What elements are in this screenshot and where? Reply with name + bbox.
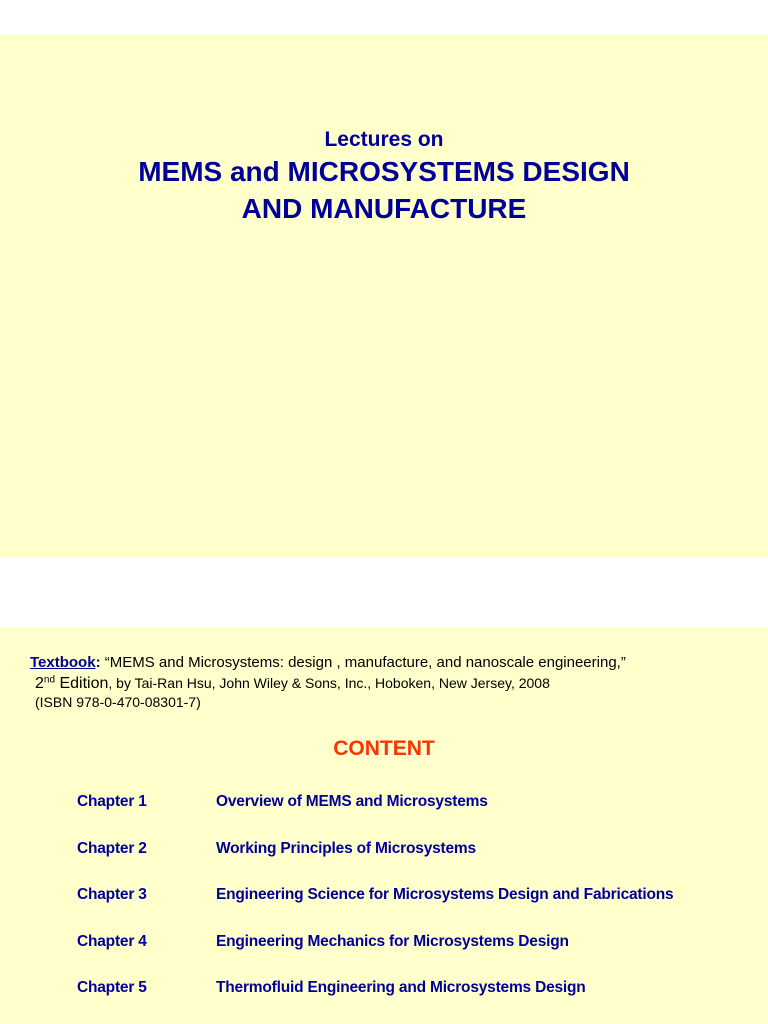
chapter-title: Working Principles of Microsystems (216, 839, 476, 857)
main-title-line-2: AND MANUFACTURE (241, 193, 527, 224)
textbook-isbn: (ISBN 978-0-470-08301-7) (35, 694, 201, 710)
chapter-row (77, 837, 747, 884)
textbook-label: Textbook (30, 654, 96, 671)
chapter-label: Chapter 3 (77, 886, 147, 903)
chapter-title: Engineering Science for Microsystems Design and Fabrications (216, 886, 674, 903)
chapter-label: Chapter 1 (77, 793, 147, 810)
title-slide (0, 35, 768, 557)
chapter-row (77, 790, 747, 837)
edition-number: 2 (35, 675, 44, 692)
content-slide (0, 628, 768, 1024)
lectures-subtitle: Lectures on (324, 128, 444, 151)
chapter-row (77, 883, 747, 930)
chapter-title: Overview of MEMS and Microsystems (216, 793, 488, 810)
chapter-label: Chapter 2 (77, 839, 147, 857)
main-title-line-1: MEMS and MICROSYSTEMS DESIGN (138, 156, 630, 187)
textbook-reference (30, 653, 760, 711)
chapter-label: Chapter 5 (77, 979, 147, 996)
chapter-label: Chapter 4 (77, 932, 147, 950)
title-block (0, 127, 768, 227)
textbook-label-colon: : (95, 654, 101, 671)
chapter-list (77, 790, 747, 1023)
content-heading: CONTENT (333, 737, 435, 760)
chapter-row (77, 976, 747, 1023)
textbook-publisher: , by Tai-Ran Hsu, John Wiley & Sons, Inc., Hoboken, New Jersey, 2008 (108, 675, 550, 691)
chapter-title: Engineering Mechanics for Microsystems Design (216, 932, 569, 950)
textbook-edition-line (30, 673, 760, 694)
edition-word: Edition (55, 675, 109, 692)
textbook-quote: “MEMS and Microsystems: design , manufacture, and nanoscale engineering,” (100, 654, 626, 671)
chapter-row (77, 930, 747, 977)
chapter-title: Thermofluid Engineering and Microsystems Design (216, 979, 586, 996)
textbook-title-line (30, 653, 760, 673)
edition-superscript: nd (43, 674, 56, 686)
